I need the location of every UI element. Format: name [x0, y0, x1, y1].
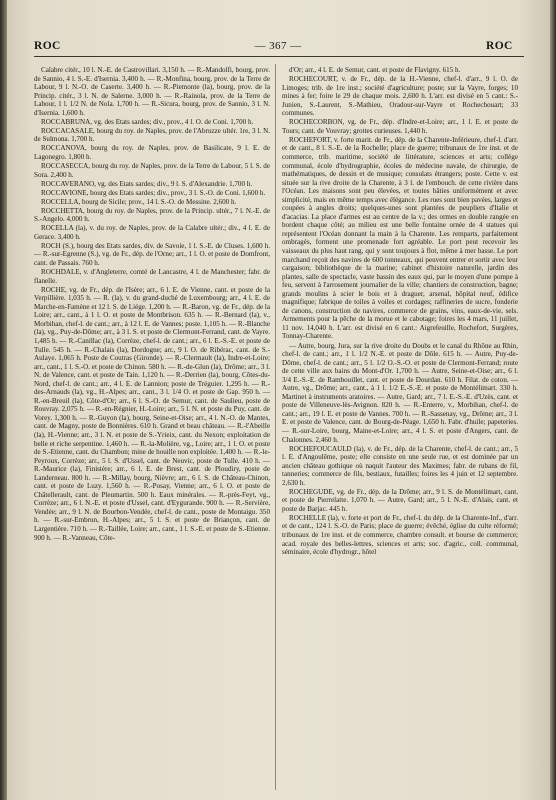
dictionary-entry: ROCHECORBON, vg. de Fr., dép. d'Indre-et-Loire; arr., 1 l. E. et poste de Tours; cant. de Vouvray; grottes curieuses. 1,440 h.: [282, 118, 518, 135]
dictionary-entry: ROCHELLE (la), v. forte et port de Fr., chef-l. du dép. de la Charente-Inf., d'arr. et de cant., 124 l. S.-O. de Paris; place de guerre; évêché, église du culte réformé; tribunaux de 1re inst. et de commerce, chambre consult. et bourse de commerce; acad. royale des belles-lettres, sciences et arts; soc. d'agric., coll. communal, séminaire, école d'hydrogr., hôtel: [282, 513, 518, 557]
column-divider: [275, 64, 276, 790]
dictionary-entry: ROCCACASALE, bourg du roy. de Naples, prov. de l'Abruzze ultér. 1re, 3 l. N. de Sulmona. 1,700 h.: [34, 126, 270, 144]
dictionary-entry: — Autre, bourg, Jura, sur la rive droite du Doubs et le canal du Rhône au Rhin, chef-l. de cant.; arr., 1 l. 1/2 N.-E. et poste de Dôle. 615 h. — Autre, Puy-de-Dôme, chef-l. de cant.; arr., 5 l. 1/2 O.-S.-O. et poste de Clermont-Ferrand; route de cette ville aux bains du Mont-d'Or. 1,700 h. — Autre, Seine-et-Oise; arr., 6 l. 3/4 E.-S.-E. de Rambouillet, cant. et poste de Dourdan. 610 h. Filat. de coton. — Autre, vg., Drôme; arr., cant., à 1 l. 1/2 E.-S.-E. et poste de Montélimart. 330 h. Martinet à instruments aratoires. — Autre, Gard; arr., 7 l. E.-S.-E. d'Uzès, cant. et poste de Villeneuve-lès-Avignon. 820 h. — R.-Enterre, v., Morbihan, chef-l. de cant.; arr., 19 l. E. et poste de Vannes. 700 h. — R.-Sassenay, vg., Drôme; arr., 3 l. E. et poste de Valence, cant. de Bourg-de-Péage. 1,650 h. Fabr. d'huile; papeteries. — R.-sur-Loire, bourg, Maine-et-Loire; arr., 4 l. S. et poste d'Angers, cant. de Chalonnes. 2,460 h.: [282, 341, 518, 444]
dictionary-entry: ROCCASECCA, bourg du roy. de Naples, prov. de la Terre de Labour, 5 l. S. de Sora. 2,400 h.: [34, 162, 270, 179]
header-rule: [34, 56, 524, 57]
dictionary-entry: ROCCAVERANO, vg. des Etats sardes; div., 9 l. S. d'Alexandrie. 1,700 h.: [41, 179, 253, 188]
dictionary-entry: ROCHEGUDE, vg. de Fr., dép. de la Drôme; arr., 9 l. S. de Montélimart, cant. et poste de Pierrelatte. 1,070 h. — Autre, Gard; arr., 5 l. N.-E. d'Alais, cant. et poste de Barjac. 445 h.: [282, 487, 518, 513]
dictionary-entry: Calabre citér., 10 l. N.-E. de Castrovillari. 3,150 h. — R.-Mandolfi, bourg, prov. de Sannio, 4 l. S.-E. d'Isernia. 3,400 h. — R.-Monfina, bourg, prov. de la Terre de Labour, 9 l. N.-O. de Caserte. 3,400 h. — R.-Piemonte (la), bourg, prov. de la Princip. citér., 3 l. N. de Salerne. 3,000 h. — R.-Rainola, prov. de la Terre de Labour, 1 l. 1/2 N. de Nola. 1,700 h. — R.-Sicura, bourg, prov. de Sannio, 3 l. N. d'Isernia. 1,600 h.: [34, 66, 270, 117]
running-head-right: ROC: [486, 40, 513, 52]
page-edge-left: [0, 0, 7, 800]
dictionary-entry: ROCHE, vg. de Fr., dép. de l'Isère; arr., 6 l. E. de Vienne, cant. et poste de la Verpillière. 1,035 h. — R. (la), v. du grand-duché de Luxembourg; arr., 4 l. E. de Marche-en-Famène et 12 l. S. de Liége. 1,200 h. — R.-Baron, vg. de Fr., dép. de la Loire; arr., cant., à 1 l. O. et poste de Montbrison. 635 h. — R.-Bernard (la), v., Morbihan, chef-l. de cant.; arr., à 12 l. E. de Vannes; poste. 1,105 h. — R.-Blanche (la), vg., Puy-de-Dôme; arr., à 3 l. S. et poste de Clermont-Ferrand, cant. de Vayre. 1,485 h. — R.-Canillac (la), Corrèze, chef-l. de cant.; arr., 6 l. E.-S.-E. et poste de Tulle. 545 h. — R.-Chalais (la), Dordogne; arr., 9 l. O. de Ribérac, cant. de S.-Aulaye. 1,065 h. Poste de Coutras (Gironde). — R.-Clermault (la), Indre-et-Loire; arr., cant., 1 l. S.-O. et poste de Chinon. 580 h. — R.-de-Glun (la), Drôme; arr., 3 l. N. de Valence, cant. et poste de Tain. 1,120 h. — R.-Derrien (la), bourg, Côtes-du-Nord, chef-l. de cant.; arr., 4 l. E. de Lannion; poste de Tréguier. 1,295 h. — R.-des-Arnauds (la), vg., H.-Alpes; arr., cant., 3 l. 1/4 O. et poste de Gap. 950 h. — R.-en-Breuil (la), Côte-d'Or; arr., 6 l. S.-O. de Semur, cant. de Saulieu, poste de Rouvray. 2,075 h. — R.-en-Régnier, H.-Loire; arr., 5 l. N. et poste du Puy, cant. de Vorey. 1,300 h. — R.-Guyon (la), bourg, Seine-et-Oise; arr., 4 l. N.-O. de Mantes, cant. de Magny, poste de Bonnières. 610 h. Grand et beau château. — R.-l'Abeille (la), H.-Vienne; arr., 3 l. N. et poste de S.-Yrieix, cant. du Nexon; exploitation de belle et riche serpentine. 1,460 h. — R.-la-Molière, vg., Loire; arr., 1 l. O. et poste de S.-Etienne, cant. du Chambon; mine de houille non exploitée. 1,400 h. — R.-le-Peyroux, Corrèze; arr., 5 l. S. d'Ussel, cant. de Neuvic, poste de Tulle. 410 h. — R.-Maurice (la), Finistère; arr., 6 l. E. de Brest, cant. de Ploudiry, poste de Landerneau. 800 h. — R.-Millay, bourg, Nièvre; arr., 6 l. S. de Château-Chinon, cant. et poste de Luzy. 1,560 h. — R.-Posay, Vienne; arr., 6 l. O. et poste de Châtellerault, cant. de Pleumartin. 500 h. Eaux minérales. — R.-près-Feyt, vg., Corrèze; arr., 6 l. N.-E. et poste d'Ussel, cant. d'Eygurande. 900 h. — R.-Servière, Vendée; arr., 9 l. N. de Bourbon-Vendée, chef-l. de cant., poste de Montaigu. 350 h. — R.-sur-Embrun, H.-Alpes; arr., 5 l. S. et poste de Briançon, cant. de Largentière. 710 h. — R.-Taillée, Loire; arr., cant., 1 l. S.-E. et poste de S.-Etienne. 900 h. — R.-Vanneau, Côte-: [34, 285, 270, 542]
dictionary-entry: ROCH (S.), bourg des Etats sardes, div. de Savoie, 1 l. S.-E. de Cluses. 1,600 h. — R.-sur-Egrenne (S.), vg. de Fr., dép. de l'Orne; arr., 1 l. O. et poste de Domfront, cant. de Passais. 760 h.: [34, 241, 270, 268]
dictionary-entry: ROCHDALE, v. d'Angleterre, comté de Lancastre, 4 l. de Manchester; fabr. de flanelle.: [34, 268, 270, 285]
dictionary-entry: ROCCABRUNA, vg. des Etats sardes; div., prov., 4 l. O. de Coni. 1,700 h.: [41, 117, 254, 126]
dictionary-entry: ROCCHETTA, bourg du roy. de Naples, prov. de la Princip. ultér., 7 l. N.-E. de S.-Angelo. 4,000 h.: [34, 206, 270, 224]
column-right: [282, 66, 518, 791]
dictionary-entry: ROCELLA (la), v. du roy. de Naples, prov. de la Calabre ultér.; div., 4 l. E. de Gerace. 3,400 h.: [34, 224, 270, 241]
running-head-left: ROC: [34, 40, 61, 52]
dictionary-entry: d'Or; arr., 4 l. E. de Semur, cant. et poste de Flavigny. 615 h.: [289, 66, 461, 74]
dictionary-entry: ROCHEFORT, v. forte marit. de Fr., dép. de la Charente-Inférieure, chef-l. d'arr. et de cant., 8 l. S.-E. de la Rochelle; place de guerre; tribunaux de 1re inst. et de commerce, trib. maritime, société de littérature, sciences et arts; collège communal, école d'hydrographie, écoles de médecine navale, de chirurgie, de mathématiques, de dessin et de musique; consulats étrangers; poste. Cette v. est située sur la rive droite de la Charente, à 3 l. de l'embouch. de cette rivière dans l'Océan. Les maisons sont peu élevées, et toutes bâties uniformément et avec simplicité, mais en même temps avec élégance. Les rues sont bien pavées, larges et coupées à angles droits; quelques-unes sont plantées de peupliers d'Italie et d'acacias. La place d'armes est au centre de la v.; des ormes en double rangée en bordent chaque côté; au milieu est une belle fontaine ornée de 4 statues qui représentent l'Océan donnant la main à la Charente. Les remparts, parfaitement ombragés, forment une promenade fort agréable. Le port peut recevoir les vaisseaux du plus haut rang, qui y sont toujours à flot, même à mer basse. Le port marchand reçoit des navires de 600 tonneaux, qui peuvent entrer et sortir avec leur cargaison; bibliothèque de la marine; cabinet d'histoire naturelle, jardin des plantes, salle de spectacle, vaste bassin des eaux qui, par le moyen d'une pompe à feu, servent à l'arrosement journalier de la ville; chantiers de construction, bagne; grands moulins à scier le bois et à draguer, arsenal, hôpital neuf, édifice magnifique; fabrique de toiles à voiles et cordages; raffineries de sucre, fonderie de canons, construction de navires, commerce de grains, vins, eaux-de-vie, sels. Armements pour la pêche de la morue et le cabotage; foires les 4 mars, 11 juillet, 11 nov. 14,040 h. L'arr. est divisé en 6 cant.: Aigrefeuille, Rochefort, Surgères, Tonnay-Charente.: [282, 135, 518, 341]
page-number: — 367 —: [254, 40, 302, 52]
page-edge-right: [550, 0, 556, 800]
dictionary-entry: ROCCANOVA, bourg du roy. de Naples, prov. de Basilicate, 9 l. E. de Lagonegro. 1,800 h.: [34, 144, 270, 161]
dictionary-entry: ROCHEFOUCAULD (la), v. de Fr., dép. de la Charente, chef-l. de cant.; arr., 5 l. E. d'Angoulême, poste; elle consiste en une seule rue, et est dominée par un ancien château gothique où naquit l'auteur des Maximes; fabr. de rubans de fil, tanneries; commerce de fils, bestiaux, futailles; foires les 4 juin et 12 septembre. 2,630 h.: [282, 444, 518, 487]
column-left: [34, 66, 270, 791]
dictionary-entry: ROCCAVIONE, bourg des Etats sardes; div., prov., 3 l. S.-O. de Coni. 1,600 h.: [41, 188, 266, 197]
dictionary-entry: ROCCELLA, bourg de Sicile; prov., 14 l. S.-O. de Messine. 2,600 h.: [41, 197, 237, 206]
dictionary-entry: ROCHECOURT, v. de Fr., dép. de la H.-Vienne, chef-l. d'arr., 9 l. O. de Limoges; trib. de 1re inst.; société d'agriculture; poste; sur la Vayre, forges; 10 mines à fer; foire le 29 de chaque mois. 2,600 h. L'arr. est divisé en 5 cant.: S.-Junien, S.-Laurent, S.-Mathieu, Oradour-sur-Vayre et Rochechouart; 33 communes.: [282, 75, 518, 118]
